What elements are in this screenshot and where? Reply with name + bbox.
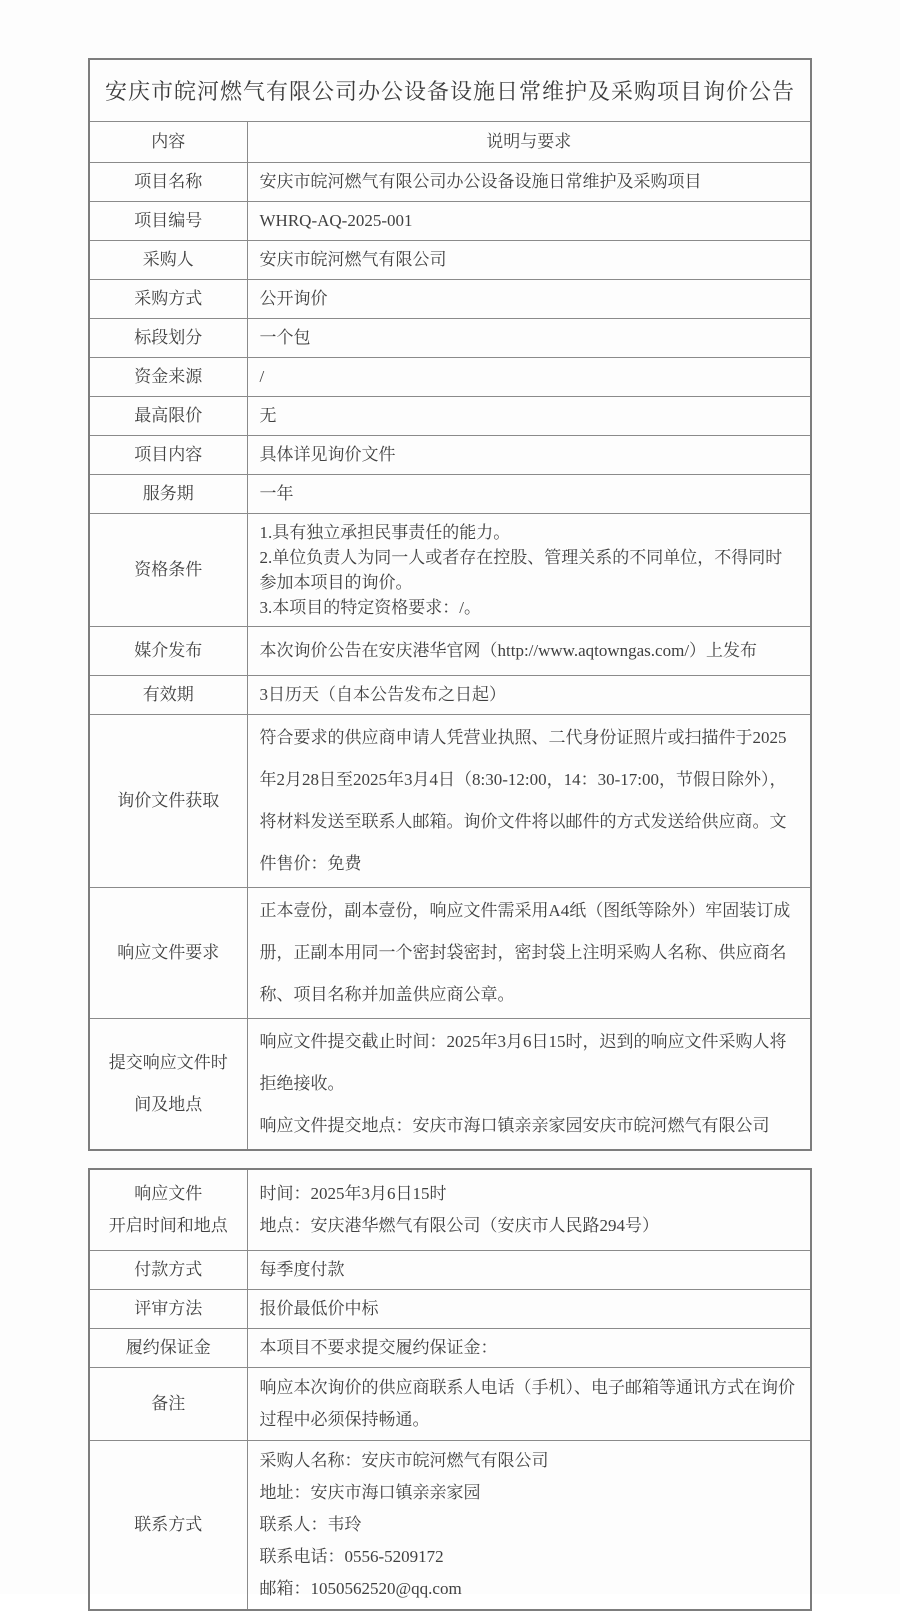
row-value-line: 本项目不要求提交履约保证金： — [259, 1338, 498, 1357]
row-value-line: 无 — [259, 406, 277, 425]
table-row — [89, 1290, 811, 1329]
row-value-line: 响应文件提交截止时间：2025年3月6日15时，迟到的响应文件采购人将拒绝接收。 — [259, 1032, 787, 1093]
row-label — [89, 436, 247, 475]
row-value-line: 一年 — [259, 484, 294, 503]
row-label — [89, 1169, 247, 1251]
table-row — [89, 241, 811, 280]
row-value-line: 正本壹份，副本壹份，响应文件需采用A4纸（图纸等除外）牢固装订成册，正副本用同一个密封袋密封，密封袋上注明采购人名称、供应商名称、项目名称并加盖供应商公章。 — [259, 901, 791, 1004]
row-label — [89, 1441, 247, 1611]
row-value — [247, 1019, 811, 1151]
table-row — [89, 319, 811, 358]
page-title: 安庆市皖河燃气有限公司办公设备设施日常维护及采购项目询价公告 — [89, 59, 811, 122]
row-label — [89, 1368, 247, 1441]
row-label — [89, 1019, 247, 1151]
row-value-line: 1.具有独立承担民事责任的能力。 — [259, 523, 511, 542]
table-row — [89, 1019, 811, 1151]
row-label-line: 项目名称 — [134, 172, 203, 191]
row-value-line: 公开询价 — [259, 289, 328, 308]
row-value-line: 安庆市皖河燃气有限公司办公设备设施日常维护及采购项目 — [259, 172, 702, 191]
row-label-line: 采购方式 — [134, 289, 203, 308]
row-label-line: 履约保证金 — [125, 1338, 211, 1357]
row-label-line: 项目内容 — [134, 445, 203, 464]
table-row — [89, 397, 811, 436]
row-label-line: 资金来源 — [134, 367, 203, 386]
table-header-row — [89, 122, 811, 163]
row-value-line: 响应文件提交地点：安庆市海口镇亲亲家园安庆市皖河燃气有限公司 — [259, 1116, 770, 1135]
row-label-line: 提交响应文件时 — [108, 1053, 228, 1072]
column-header-content: 内容 — [89, 122, 247, 163]
row-value — [247, 888, 811, 1019]
row-value-line: WHRQ-AQ-2025-001 — [259, 211, 413, 230]
row-value — [247, 358, 811, 397]
column-header-requirements: 说明与要求 — [247, 122, 811, 163]
row-label — [89, 888, 247, 1019]
row-label — [89, 514, 247, 627]
row-value — [247, 436, 811, 475]
table-row — [89, 627, 811, 676]
row-label — [89, 1329, 247, 1368]
announcement-main-table — [88, 58, 812, 1151]
announcement-secondary-table — [88, 1168, 812, 1611]
row-value — [247, 1441, 811, 1611]
table-row — [89, 888, 811, 1019]
row-label — [89, 358, 247, 397]
row-value — [247, 676, 811, 715]
row-value — [247, 1329, 811, 1368]
row-label-line: 询价文件获取 — [117, 791, 220, 810]
row-label-line: 最高限价 — [134, 406, 203, 425]
table-row — [89, 676, 811, 715]
row-value-line: 联系人：韦玲 — [259, 1515, 362, 1534]
row-value-line: 3日历天（自本公告发布之日起） — [259, 685, 506, 704]
row-value — [247, 627, 811, 676]
row-value — [247, 514, 811, 627]
row-label-line: 媒介发布 — [134, 641, 203, 660]
row-value — [247, 1368, 811, 1441]
row-label-line: 有效期 — [142, 685, 194, 704]
row-label-line: 采购人 — [142, 250, 194, 269]
row-label — [89, 202, 247, 241]
row-label-line: 开启时间和地点 — [108, 1216, 228, 1235]
table-row — [89, 514, 811, 627]
table-row — [89, 1251, 811, 1290]
row-value — [247, 163, 811, 202]
row-label-line: 备注 — [151, 1394, 186, 1413]
table-gap — [88, 1151, 812, 1168]
row-label-line: 服务期 — [142, 484, 194, 503]
row-value — [247, 1251, 811, 1290]
row-label — [89, 280, 247, 319]
table-row — [89, 202, 811, 241]
row-label — [89, 241, 247, 280]
table-row — [89, 358, 811, 397]
row-value-line: 3.本项目的特定资格要求：/。 — [259, 598, 481, 617]
row-value-line: 2.单位负责人为同一人或者存在控股、管理关系的不同单位，不得同时参加本项目的询价。 — [259, 548, 783, 592]
row-value — [247, 715, 811, 888]
row-value — [247, 241, 811, 280]
table-row — [89, 1368, 811, 1441]
row-value — [247, 397, 811, 436]
row-label — [89, 627, 247, 676]
row-label-line: 响应文件要求 — [117, 943, 220, 962]
row-value-line: 响应本次询价的供应商联系人电话（手机）、电子邮箱等通讯方式在询价过程中必须保持畅通。 — [259, 1378, 795, 1429]
row-value — [247, 475, 811, 514]
row-label-line: 联系方式 — [134, 1515, 203, 1534]
row-label-line: 间及地点 — [134, 1095, 203, 1114]
table-row — [89, 475, 811, 514]
row-label-line: 资格条件 — [134, 560, 203, 579]
row-label-line: 标段划分 — [134, 328, 203, 347]
row-value — [247, 319, 811, 358]
table-row — [89, 163, 811, 202]
row-value — [247, 280, 811, 319]
row-label — [89, 319, 247, 358]
row-label — [89, 1251, 247, 1290]
row-value — [247, 1169, 811, 1251]
row-label — [89, 163, 247, 202]
row-label — [89, 397, 247, 436]
row-label-line: 评审方法 — [134, 1299, 203, 1318]
row-value-line: 本次询价公告在安庆港华官网（http://www.aqtowngas.com/）上发布 — [259, 641, 758, 660]
row-label-line: 付款方式 — [134, 1260, 203, 1279]
table-row — [89, 715, 811, 888]
row-value-line: 时间：2025年3月6日15时 — [259, 1184, 447, 1203]
table-row — [89, 1169, 811, 1251]
row-value-line: 联系电话：0556-5209172 — [259, 1547, 444, 1566]
row-value-line: 地点：安庆港华燃气有限公司（安庆市人民路294号） — [259, 1216, 659, 1235]
table-row — [89, 59, 811, 122]
table-row — [89, 1441, 811, 1611]
table-row — [89, 436, 811, 475]
row-value-line: 符合要求的供应商申请人凭营业执照、二代身份证照片或扫描件于2025年2月28日至2025年3月4日（8:30-12:00，14：30-17:00，节假日除外），将材料发送至联系人邮箱。询价文件将以邮件的方式发送给供应商。文件售价：免费 — [259, 728, 787, 873]
row-label — [89, 676, 247, 715]
row-value-line: / — [259, 367, 265, 386]
row-value-line: 每季度付款 — [259, 1260, 345, 1279]
row-label-line: 项目编号 — [134, 211, 203, 230]
row-value-line: 安庆市皖河燃气有限公司 — [259, 250, 447, 269]
row-value-line: 地址：安庆市海口镇亲亲家园 — [259, 1483, 481, 1502]
row-label — [89, 1290, 247, 1329]
row-label — [89, 475, 247, 514]
row-label — [89, 715, 247, 888]
row-value-line: 报价最低价中标 — [259, 1299, 379, 1318]
row-value — [247, 202, 811, 241]
row-value-line: 邮箱：1050562520@qq.com — [259, 1579, 462, 1598]
row-label-line: 响应文件 — [134, 1184, 203, 1203]
table-row — [89, 280, 811, 319]
row-value-line: 采购人名称：安庆市皖河燃气有限公司 — [259, 1451, 549, 1470]
row-value-line: 具体详见询价文件 — [259, 445, 396, 464]
table-row — [89, 1329, 811, 1368]
row-value-line: 一个包 — [259, 328, 311, 347]
row-value — [247, 1290, 811, 1329]
